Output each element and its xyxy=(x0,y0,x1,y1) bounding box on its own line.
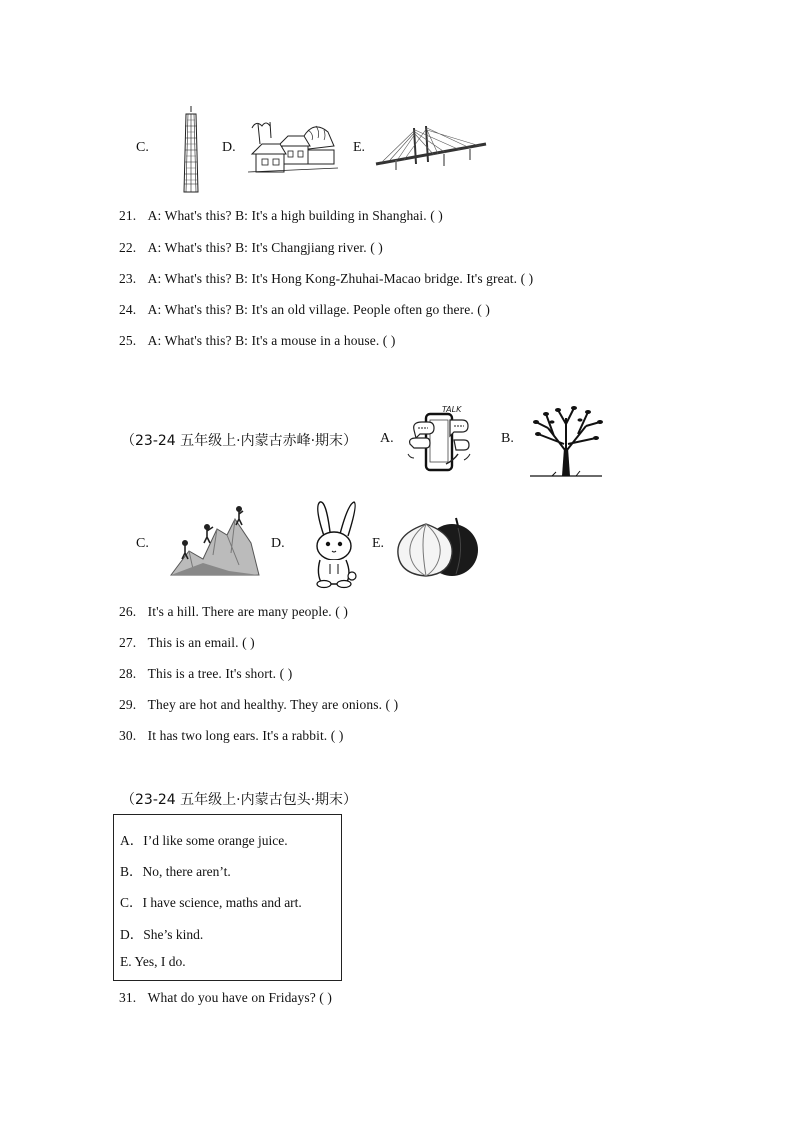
question-text: It has two long ears. It's a rabbit. ( ) xyxy=(147,728,344,743)
choice-b: B．No, there aren’t. xyxy=(120,864,231,879)
question-text: A: What's this? B: It's a mouse in a house. ( ) xyxy=(147,333,396,348)
question-number: 23. xyxy=(119,271,137,286)
bridge-icon xyxy=(374,124,488,174)
question-text: It's a hill. There are many people. ( ) xyxy=(147,604,348,619)
section-source: （23-24 五年级上·内蒙古包头·期末） xyxy=(121,792,358,808)
question-number: 28. xyxy=(119,666,137,681)
question-text: A: What's this? B: It's Hong Kong-Zhuhai-Macao bridge. It's great. ( ) xyxy=(147,271,534,286)
question-number: 26. xyxy=(119,604,137,619)
picture-label-b: B. xyxy=(501,431,514,446)
question-21 xyxy=(119,208,443,224)
question-24 xyxy=(119,302,490,318)
question-number: 25. xyxy=(119,333,137,348)
choice-c: C．I have science, maths and art. xyxy=(120,895,302,910)
picture-label-c: C. xyxy=(136,140,149,155)
question-23 xyxy=(119,271,533,287)
phone-talk-icon xyxy=(404,404,480,478)
section-source: （23-24 五年级上·内蒙古赤峰·期末） xyxy=(121,433,358,449)
question-29 xyxy=(119,697,398,713)
picture-label-e2: E. xyxy=(372,536,385,551)
question-text: They are hot and healthy. They are onions. ( ) xyxy=(147,697,399,712)
question-text: This is a tree. It's short. ( ) xyxy=(147,666,293,681)
question-text: This is an email. ( ) xyxy=(147,635,255,650)
question-text: A: What's this? B: It's Changjiang river. ( ) xyxy=(147,240,383,255)
question-text: What do you have on Fridays? ( ) xyxy=(147,990,332,1005)
question-31 xyxy=(119,990,332,1006)
choice-e: E. Yes, I do. xyxy=(120,954,186,969)
question-number: 22. xyxy=(119,240,137,255)
question-number: 21. xyxy=(119,208,137,223)
question-text: A: What's this? B: It's a high building in Shanghai. ( ) xyxy=(147,208,443,223)
village-icon xyxy=(248,118,338,178)
question-22 xyxy=(119,240,383,256)
phone-caption: TALK xyxy=(442,405,462,414)
question-number: 29. xyxy=(119,697,137,712)
picture-label-c2: C. xyxy=(136,536,149,551)
question-25 xyxy=(119,333,395,349)
question-number: 24. xyxy=(119,302,137,317)
question-26 xyxy=(119,604,348,620)
onions-icon xyxy=(396,516,480,582)
bare-tree-icon xyxy=(528,404,604,484)
question-number: 31. xyxy=(119,990,137,1005)
picture-label-d2: D. xyxy=(271,536,285,551)
question-30 xyxy=(119,728,343,744)
question-27 xyxy=(119,635,255,651)
choice-a: A．I’d like some orange juice. xyxy=(120,833,288,848)
answer-choices-box xyxy=(113,814,342,981)
tower-icon xyxy=(178,106,204,196)
picture-label-a: A. xyxy=(380,431,394,446)
question-number: 30. xyxy=(119,728,137,743)
mountain-climbers-icon xyxy=(169,505,261,581)
choice-d: D．She’s kind. xyxy=(120,927,204,942)
question-28 xyxy=(119,666,292,682)
question-number: 27. xyxy=(119,635,137,650)
rabbit-icon xyxy=(306,500,362,594)
picture-label-e: E. xyxy=(353,140,366,155)
question-text: A: What's this? B: It's an old village. People often go there. ( ) xyxy=(147,302,490,317)
picture-label-d: D. xyxy=(222,140,236,155)
